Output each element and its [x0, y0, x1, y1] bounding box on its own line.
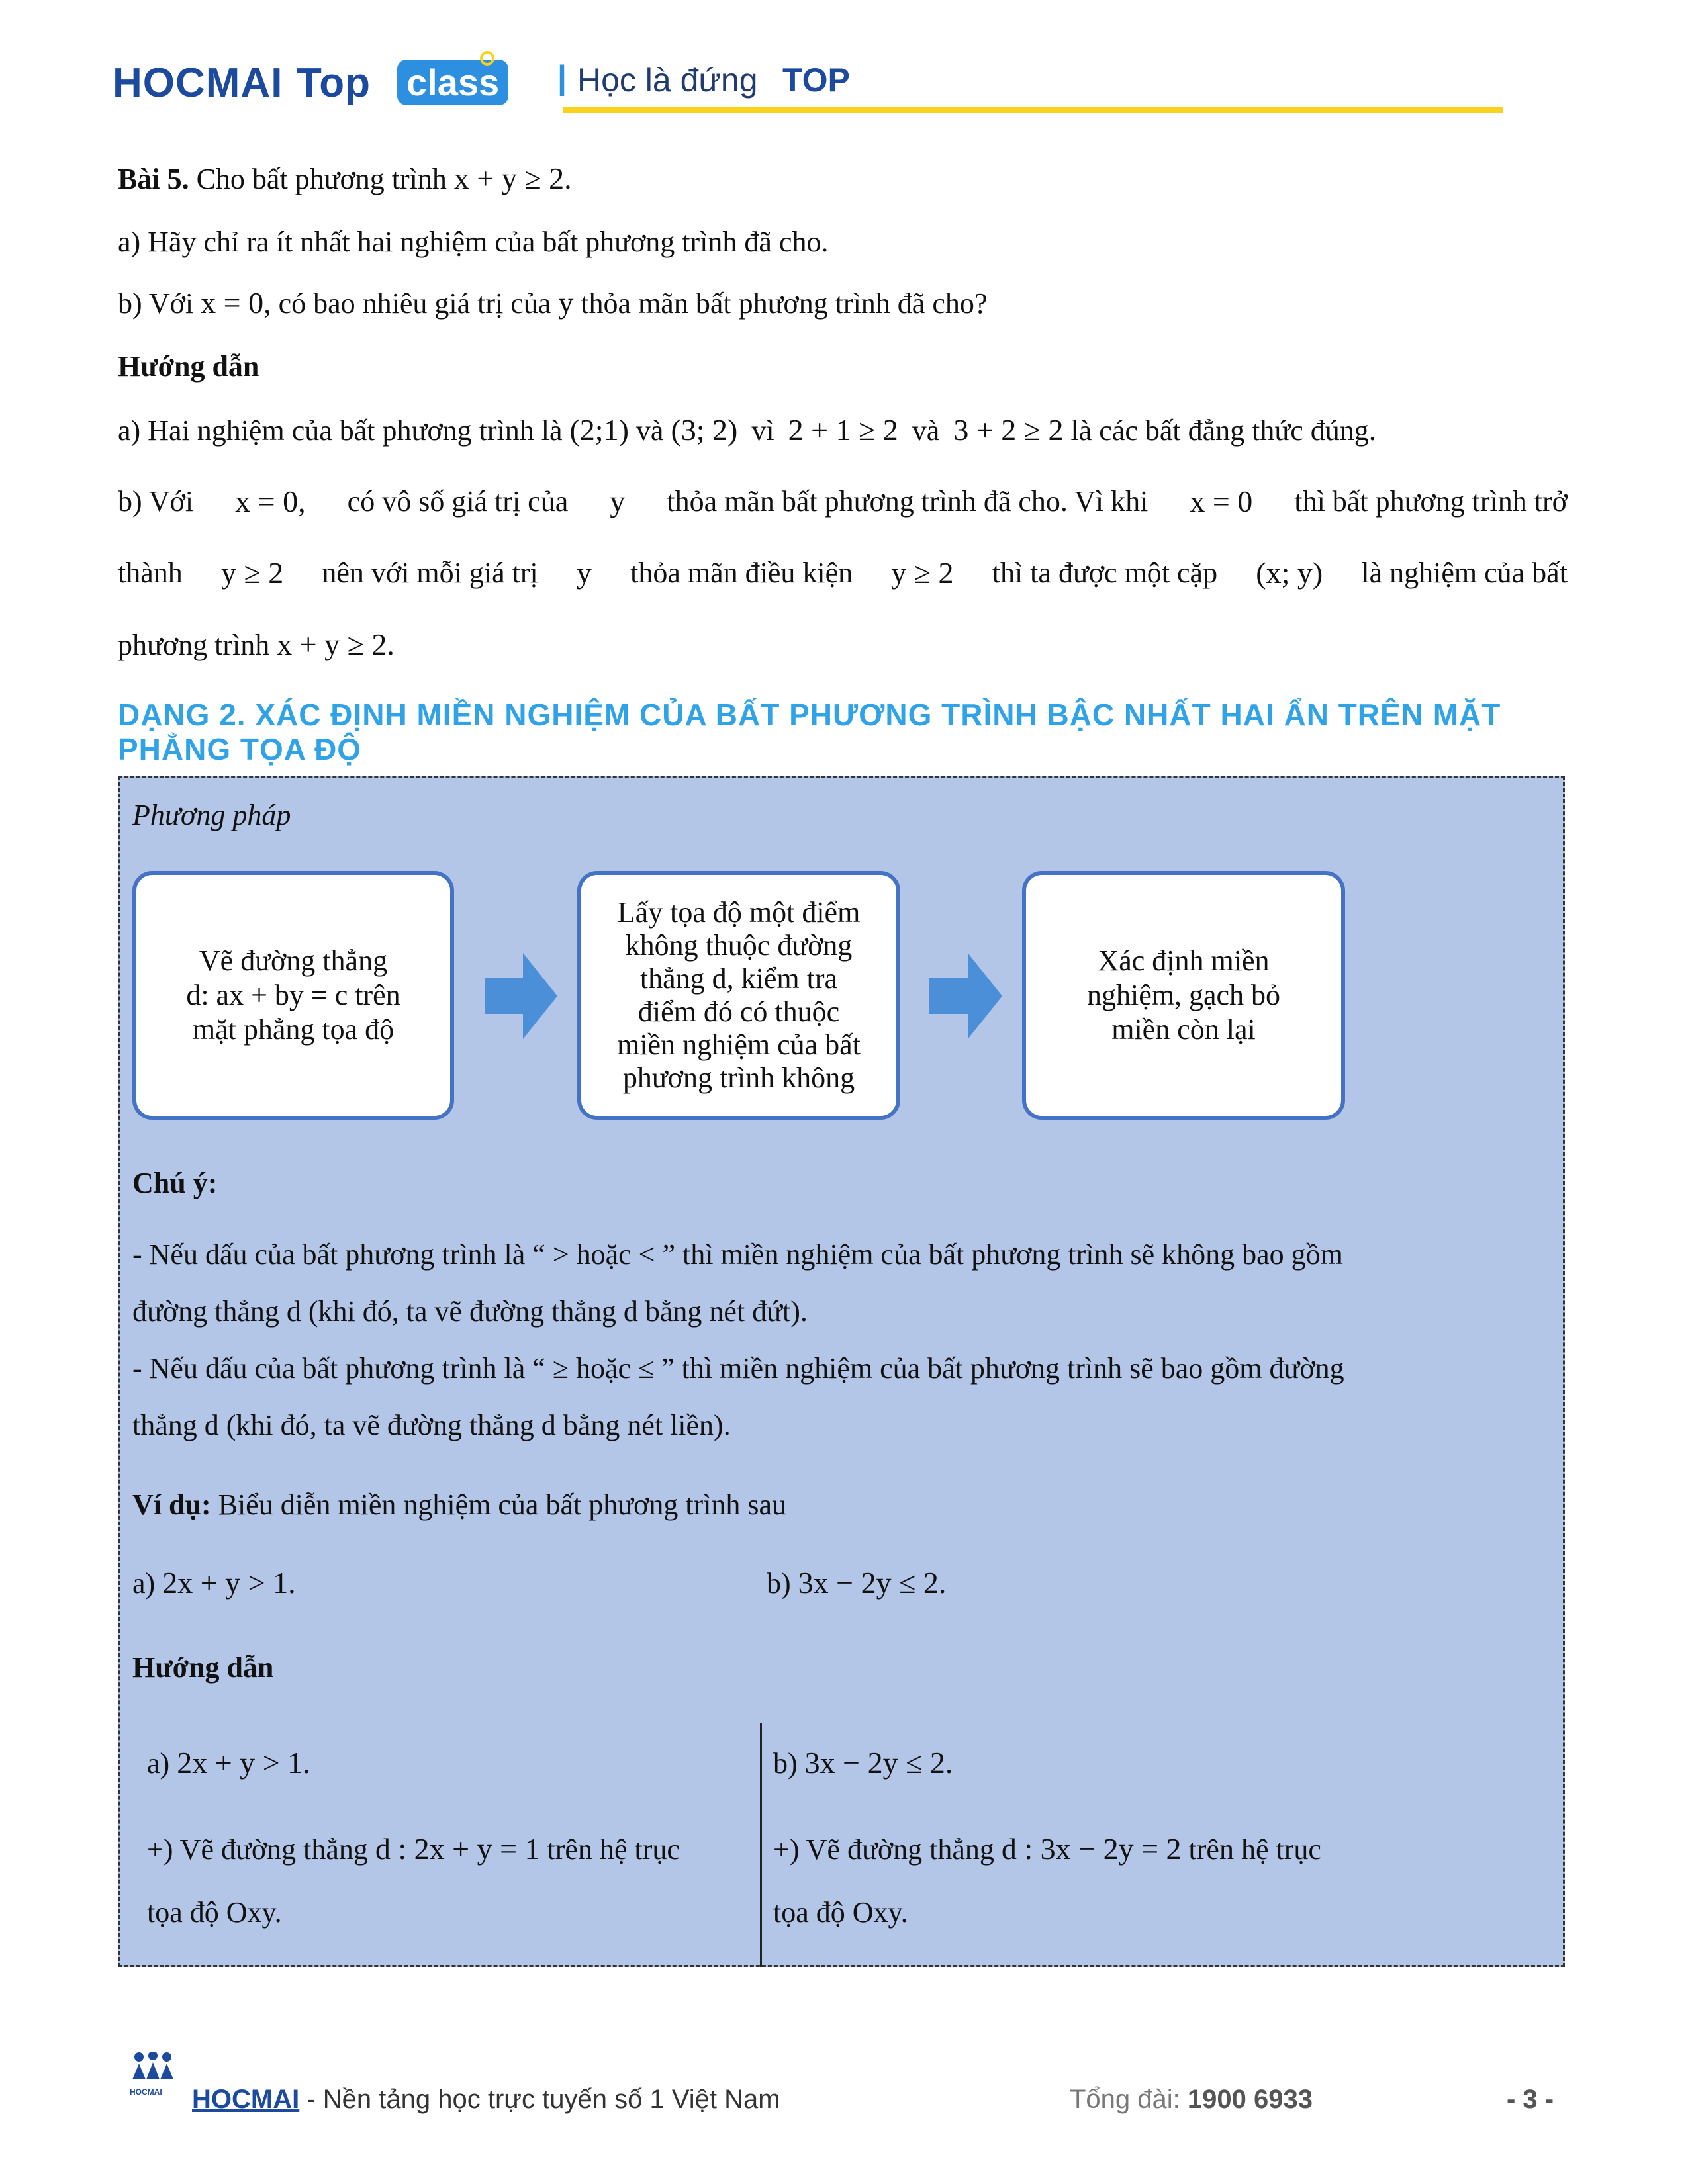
table-right-line1 — [773, 1831, 1321, 1868]
table-right-b — [773, 1745, 953, 1782]
bai5-question — [118, 160, 572, 198]
gb2-math-2: y ≥ 2 — [891, 556, 954, 590]
example-b-math: 3x − 2y ≤ 2. — [798, 1566, 947, 1600]
ga-end: là các bất đẳng thức đúng. — [1070, 414, 1376, 447]
ga-math-1: 2 + 1 ≥ 2 — [788, 413, 898, 447]
bai5-gb-line3 — [118, 626, 395, 664]
gb2-e: là nghiệm của bất — [1361, 557, 1568, 589]
bai5-gb-line2 — [118, 555, 1568, 592]
table-right-line1-a: +) Vẽ đường thẳng — [773, 1833, 994, 1866]
footer-brand[interactable]: HOCMAI — [192, 2085, 300, 2114]
table-left-line1-a: +) Vẽ đường thẳng — [147, 1833, 368, 1866]
bai5-qa: a) Hãy chỉ ra ít nhất hai nghiệm của bất phương trình đã cho. — [118, 226, 829, 258]
ga-and-1: và — [635, 414, 664, 447]
table-left-a-label: a) — [147, 1747, 170, 1780]
bai5-intro: Cho bất phương trình — [196, 163, 447, 195]
ga-point-1: (2;1) — [569, 413, 629, 447]
qb-text-1: b) Với — [118, 287, 194, 320]
note-title: Chú ý: — [132, 1167, 218, 1199]
gb2-y: y — [576, 556, 592, 590]
qb-math: x = 0, — [201, 286, 271, 320]
footer-logo-text: HOCMAI — [130, 2087, 162, 2097]
guide-title-text: Hướng dẫn — [118, 350, 259, 383]
example-label: Ví dụ: — [132, 1488, 211, 1521]
gb3-math: x + y ≥ 2. — [277, 627, 395, 661]
footer-page-number: - 3 - — [1507, 2085, 1554, 2114]
qb-y: y — [558, 286, 574, 320]
table-right-line1-b: trên hệ trục — [1188, 1833, 1321, 1866]
gb1-math: x = 0, — [235, 484, 306, 518]
example-b — [767, 1565, 946, 1602]
table-left-a — [147, 1745, 310, 1782]
flow-step-1 — [132, 871, 454, 1120]
arrow-right-icon — [485, 953, 557, 1039]
table-left-line2: tọa độ Oxy. — [147, 1896, 282, 1929]
ga-because: vì — [751, 414, 774, 447]
gb2-c: thỏa mãn điều kiện — [630, 557, 853, 589]
dang2-heading — [118, 698, 1574, 766]
dang2-line1: DẠNG 2. XÁC ĐỊNH MIỀN NGHIỆM CỦA BẤT PHƯƠNG TRÌNH BẬC NHẤT HAI ẨN TRÊN MẶT — [118, 698, 1501, 732]
bai5-inequality: x + y ≥ 2. — [453, 161, 572, 195]
tagline-top: TOP — [782, 62, 850, 99]
header-rule — [563, 107, 1503, 113]
flow-step-3 — [1022, 871, 1345, 1120]
gb1-d: thì bất phương trình trở — [1294, 485, 1568, 518]
flow-step-2 — [577, 871, 900, 1120]
logo-class: class — [397, 60, 508, 105]
table-left-line1-b: trên hệ trục — [547, 1833, 680, 1866]
footer-hotline-number: 1900 6933 — [1187, 2085, 1313, 2114]
ga-text-1: a) Hai nghiệm của bất phương trình là — [118, 414, 563, 447]
gb1-a: b) Với — [118, 485, 194, 518]
qb-text-3: thỏa mãn bất phương trình đã cho? — [581, 287, 988, 320]
header-divider: | — [557, 59, 567, 96]
logo-hocmai: HOCMAI — [113, 60, 283, 106]
ga-and-2: và — [912, 414, 940, 447]
gb2-a: thành — [118, 557, 183, 589]
example-a — [132, 1565, 296, 1602]
bai5-guide-title — [118, 348, 259, 385]
gb1-b: có vô số giá trị của — [347, 485, 569, 518]
flow-step-1-text: Vẽ đường thẳng d: ax + by = c trên mặt phẳng tọa độ — [186, 944, 400, 1046]
table-right-b-math: 3x − 2y ≤ 2. — [804, 1746, 953, 1780]
example-text: Biểu diễn miền nghiệm của bất phương trình sau — [218, 1488, 787, 1521]
ga-point-2: (3; 2) — [671, 413, 738, 447]
gb2-math: y ≥ 2 — [220, 556, 284, 590]
qb-text-2: có bao nhiêu giá trị của — [278, 287, 551, 320]
example-b-label: b) — [767, 1567, 791, 1600]
dang2-line2: PHẲNG TỌA ĐỘ — [118, 732, 362, 766]
table-left-line1 — [147, 1831, 680, 1868]
gb3-a: phương trình — [118, 629, 270, 661]
bai5-ga — [118, 412, 1376, 449]
table-left-a-math: 2x + y > 1. — [177, 1746, 310, 1780]
note-2-line1: - Nếu dấu của bất phương trình là “ ≥ hoặc ≤ ” thì miền nghiệm của bất phương trình sẽ bao gồm đường — [132, 1352, 1344, 1385]
note-2-line2: thẳng d (khi đó, ta vẽ đường thẳng d bằng nét liền). — [132, 1409, 731, 1441]
gb2-d: thì ta được một cặp — [992, 557, 1218, 589]
arrow-right-icon — [929, 953, 1002, 1039]
tagline-prefix: Học là đứng — [577, 62, 758, 99]
gb1-c: thỏa mãn bất phương trình đã cho. Vì khi — [667, 485, 1149, 518]
footer-hotline-label: Tổng đài: — [1070, 2085, 1188, 2114]
sun-icon — [475, 46, 499, 70]
bai5-qb — [118, 285, 987, 322]
bai5-title: Bài 5. — [118, 163, 189, 195]
footer-hotline — [1070, 2085, 1313, 2115]
note-1-line1: - Nếu dấu của bất phương trình là “ > hoặc < ” thì miền nghiệm của bất phương trình sẽ không bao gồm — [132, 1238, 1343, 1271]
flow-step-2-text: Lấy tọa độ một điểm không thuộc đường thẳng d, kiểm tra điểm đó có thuộc miền nghiệm của bất phương trình không — [617, 896, 861, 1094]
example-a-label: a) — [132, 1567, 156, 1600]
footer-slogan — [192, 2085, 780, 2115]
method-title: Phương pháp — [132, 799, 291, 831]
bai5-gb-line1 — [118, 483, 1568, 520]
table-right-line1-math: d : 3x − 2y = 2 — [1001, 1832, 1182, 1866]
example-guide-title: Hướng dẫn — [132, 1651, 274, 1684]
gb2-math-3: (x; y) — [1256, 556, 1323, 590]
gb1-y: y — [610, 484, 626, 518]
example-line — [132, 1486, 786, 1524]
table-left-line1-math: d : 2x + y = 1 — [375, 1832, 540, 1866]
table-right-b-label: b) — [773, 1747, 798, 1780]
gb1-math-2: x = 0 — [1190, 484, 1253, 518]
logo-top: Top — [297, 60, 371, 106]
footer-slogan-text: - Nền tảng học trực tuyến số 1 Việt Nam — [299, 2085, 780, 2114]
note-1-line2: đường thẳng d (khi đó, ta vẽ đường thẳng d bằng nét đứt). — [132, 1295, 808, 1328]
table-divider — [760, 1723, 762, 1967]
flow-step-3-text: Xác định miền nghiệm, gạch bỏ miền còn lại — [1086, 944, 1281, 1046]
table-right-line2: tọa độ Oxy. — [773, 1896, 908, 1929]
gb2-b: nên với mỗi giá trị — [322, 557, 538, 589]
hocmai-people-icon — [130, 2052, 176, 2086]
ga-math-2: 3 + 2 ≥ 2 — [953, 413, 1064, 447]
example-a-math: 2x + y > 1. — [162, 1566, 296, 1600]
